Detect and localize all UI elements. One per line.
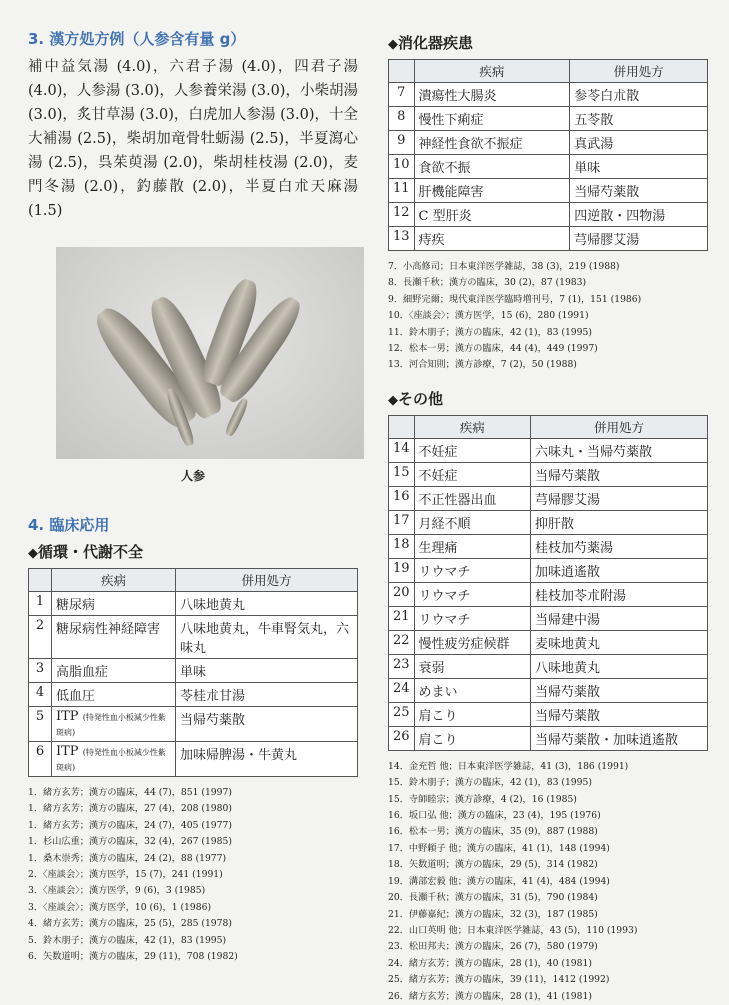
- table-header-disease: 疾病: [414, 60, 570, 83]
- reference-item: 10．〈座談会〉；漢方医学，15 (6)，280 (1991): [388, 310, 589, 322]
- formula-list-text: 補中益気湯 (4.0)，六君子湯 (4.0)，四君子湯 (4.0)，人参湯 (3.0)，人参養栄湯 (3.0)，小柴胡湯 (3.0)，炙甘草湯 (3.0)，白虎加人参湯 (3.0)，十全大補湯 (2.5)，柴胡加竜骨牡蛎湯 (2.5)，半夏瀉心湯 (2.5)，呉茱萸湯 (2.0)，柴胡桂枝湯 (2.0)，麦門冬湯 (2.0)，釣藤散 (2.0)，半夏白朮天麻湯 (1.5): [28, 59, 358, 219]
- table-header-formula: 併用処方: [531, 415, 708, 438]
- table-header-empty: [389, 415, 415, 438]
- reference-item: 19．溝部宏毅 他；漢方の臨床，41 (4)，484 (1994): [388, 875, 610, 887]
- table-row: 6 ITP (特発性血小板減少性紫斑病) 加味帰脾湯・牛黄丸: [29, 742, 358, 777]
- reference-item: 15．寺師睦宗；漢方診療，4 (2)，16 (1985): [388, 793, 577, 805]
- table-row: 24 めまい 当帰芍薬散: [389, 678, 708, 702]
- reference-item: 13．河合知則；漢方診療，7 (2)，50 (1988): [388, 359, 577, 371]
- digestive-heading: ◆消化器疾患: [388, 34, 474, 52]
- reference-item: 8．長瀬千秋；漢方の臨床，30 (2)，87 (1983): [388, 277, 587, 289]
- reference-item: 26．緒方玄芳；漢方の臨床，28 (1)，41 (1981): [388, 990, 592, 1002]
- reference-item: 7．小高修司；日本東洋医学雑誌，38 (3)，219 (1988): [388, 261, 620, 272]
- table-row: 16 不正性器出血 芎帰膠艾湯: [389, 486, 708, 510]
- table-row: 15 不妊症 当帰芍薬散: [389, 462, 708, 486]
- reference-item: 2．〈座談会〉；漢方医学，15 (7)，241 (1991): [28, 869, 223, 881]
- table-row: 11 肝機能障害 当帰芍薬散: [389, 179, 708, 203]
- reference-item: 15．鈴木朋子；漢方の臨床，42 (1)，83 (1995): [388, 777, 592, 789]
- table-row: 3 高脂血症 単味: [29, 659, 358, 683]
- table-row: 1 糖尿病 八味地黄丸: [29, 592, 358, 616]
- other-heading: ◆その他: [388, 389, 444, 408]
- table-row: 21 リウマチ 当帰建中湯: [389, 606, 708, 630]
- reference-item: 16．坂口弘 他；漢方の臨床，23 (4)，195 (1976): [388, 810, 601, 822]
- diamond-icon: ◆: [388, 37, 398, 52]
- table-row: 4 低血圧 苓桂朮甘湯: [29, 683, 358, 707]
- reference-item: 16．松本一男；漢方の臨床，35 (9)，887 (1988): [388, 826, 598, 838]
- table-row: 23 衰弱 八味地黄丸: [389, 654, 708, 678]
- reference-item: 21．伊藤嘉紀；漢方の臨床，32 (3)，187 (1985): [388, 908, 598, 920]
- circulation-references: [28, 785, 358, 965]
- reference-item: 23．松田邦夫；漢方の臨床，26 (7)，580 (1979): [388, 941, 598, 953]
- diamond-icon: ◆: [28, 546, 38, 561]
- ginseng-photo: [56, 247, 364, 459]
- section3-title: 3. 漢方処方例（人参含有量 g）: [28, 30, 246, 48]
- table-header-empty: [389, 60, 415, 83]
- table-row: 9 神経性食欲不振症 真武湯: [389, 131, 708, 155]
- reference-item: 1．緒方玄芳；漢方の臨床，27 (4)，208 (1980): [28, 803, 232, 815]
- table-row: 7 潰瘍性大腸炎 参苓白朮散: [389, 83, 708, 107]
- table-header-formula: 併用処方: [570, 60, 708, 83]
- table-row: 17 月経不順 抑肝散: [389, 510, 708, 534]
- reference-item: 9．細野完爾；現代東洋医学臨時増刊号，7 (1)，151 (1986): [388, 293, 642, 305]
- table-row: 12 C 型肝炎 四逆散・四物湯: [389, 203, 708, 227]
- circulation-table: [28, 568, 358, 777]
- table-row: 20 リウマチ 桂枝加苓朮附湯: [389, 582, 708, 606]
- reference-item: 24．緒方玄芳；漢方の臨床，28 (1)，40 (1981): [388, 957, 592, 969]
- reference-item: 12．松本一男；漢方の臨床，44 (4)，449 (1997): [388, 343, 598, 355]
- table-header-formula: 併用処方: [176, 569, 358, 592]
- reference-item: 17．中野頼子 他；漢方の臨床，41 (1)，148 (1994): [388, 842, 610, 854]
- diamond-icon: ◆: [388, 392, 398, 408]
- table-header-disease: 疾病: [52, 569, 176, 592]
- table-row: 14 不妊症 六味丸・当帰芍薬散: [389, 438, 708, 462]
- reference-item: 6．矢数道明；漢方の臨床，29 (11)，708 (1982): [28, 951, 238, 963]
- reference-item: 1．桑木崇秀；漢方の臨床，24 (2)，88 (1977): [28, 852, 227, 864]
- reference-item: 3．〈座談会〉；漢方医学，10 (6)，1 (1986): [28, 901, 212, 913]
- reference-item: 18．矢数道明；漢方の臨床，29 (5)，314 (1982): [388, 859, 598, 871]
- other-references: [388, 759, 708, 1005]
- digestive-references: [388, 259, 708, 374]
- table-row: 8 慢性下痢症 五苓散: [389, 107, 708, 131]
- reference-item: 4．緒方玄芳；漢方の臨床，25 (5)，285 (1978): [28, 918, 232, 930]
- table-header-disease: 疾病: [414, 415, 530, 438]
- table-row: 13 痔疾 芎帰膠艾湯: [389, 227, 708, 251]
- reference-item: 1．杉山広重；漢方の臨床，32 (4)，267 (1985): [28, 836, 232, 848]
- table-row: 18 生理痛 桂枝加芍薬湯: [389, 534, 708, 558]
- reference-item: 14．金充哲 他；日本東洋医学雑誌，41 (3)，186 (1991): [388, 760, 629, 772]
- table-row: 10 食欲不振 単味: [389, 155, 708, 179]
- reference-item: 3．〈座談会〉；漢方医学，9 (6)，3 (1985): [28, 885, 206, 897]
- right-column: [388, 28, 708, 1005]
- reference-item: 11．鈴木朋子；漢方の臨床，42 (1)，83 (1995): [388, 326, 592, 338]
- reference-item: 1．緒方玄芳；漢方の臨床，44 (7)，851 (1997): [28, 787, 232, 798]
- table-row: 25 肩こり 当帰芍薬散: [389, 702, 708, 726]
- reference-item: 25．緒方玄芳；漢方の臨床，39 (11)，1412 (1992): [388, 974, 610, 986]
- reference-item: 20．長瀬千秋；漢方の臨床，31 (5)，790 (1984): [388, 892, 598, 904]
- section4-title: 4. 臨床応用: [28, 516, 110, 534]
- table-row: 19 リウマチ 加味逍遙散: [389, 558, 708, 582]
- digestive-table: [388, 59, 708, 251]
- photo-caption: 人参: [180, 469, 205, 483]
- table-row: 26 肩こり 当帰芍薬散・加味逍遙散: [389, 726, 708, 750]
- circulation-heading: ◆循環・代謝不全: [28, 543, 144, 561]
- left-column: [28, 28, 358, 965]
- reference-item: 5．鈴木朋子；漢方の臨床，42 (1)，83 (1995): [28, 934, 227, 946]
- table-header-empty: [29, 569, 52, 592]
- table-row: 5 ITP (特発性血小板減少性紫斑病) 当帰芍薬散: [29, 707, 358, 742]
- table-row: 2 糖尿病性神経障害 八味地黄丸，牛車腎気丸，六味丸: [29, 616, 358, 659]
- other-table: [388, 415, 708, 751]
- table-row: 22 慢性疲労症候群 麦味地黄丸: [389, 630, 708, 654]
- reference-item: 22．山口英明 他；日本東洋医学雑誌，43 (5)，110 (1993): [388, 924, 638, 936]
- reference-item: 1．緒方玄芳；漢方の臨床，24 (7)，405 (1977): [28, 819, 232, 831]
